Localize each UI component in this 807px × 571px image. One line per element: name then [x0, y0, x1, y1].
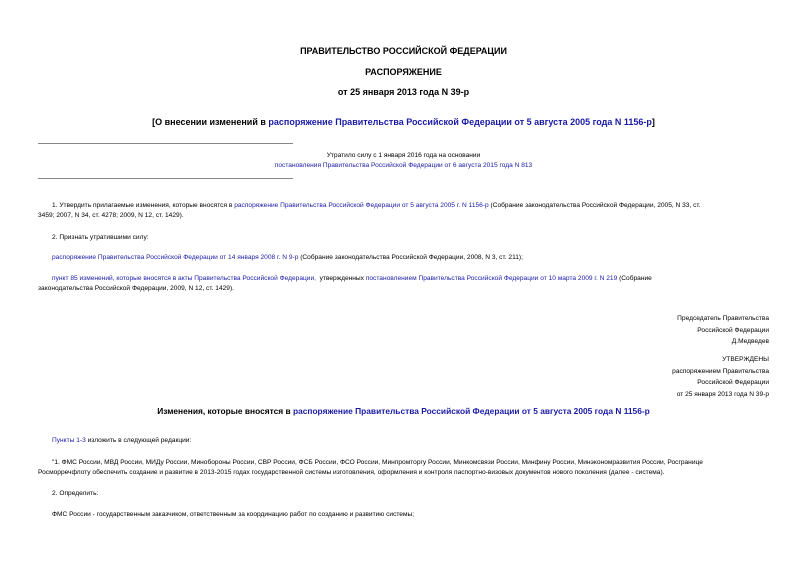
p1-text: 1. Утвердить прилагаемые изменения, которые вносятся в	[52, 202, 235, 209]
paragraph-4-cont: законодательства Российской Федерации, 2009, N 12, ст. 1429).	[38, 285, 235, 292]
p3-link[interactable]: распоряжение Правительства Российской Федерации от 14 января 2008 г. N 9-р	[52, 254, 299, 261]
p3-suffix: (Собрание законодательства Российской Федерации, 2008, N 3, ст. 211);	[298, 254, 523, 261]
changes-item-2-line2: Росморречфлоту обеспечить создание и развитие в 2013-2015 годах государственной системы изготовления, оформления и контроля паспортно-визовых документов нового поколения (далее - система).	[38, 469, 665, 476]
title-suffix: ]	[651, 117, 655, 127]
p4-suffix: (Собрание	[617, 275, 652, 282]
paragraph-4	[52, 274, 772, 284]
p4-mid: утвержденных	[315, 275, 366, 282]
changes-item-4: ФМС России - государственным заказчиком, ответственным за координацию работ по созданию и развитию системы;	[52, 511, 415, 518]
changes-item-3: 2. Определить:	[52, 490, 99, 497]
approval-org: Российской Федерации	[697, 379, 769, 386]
changes-heading	[0, 406, 807, 416]
divider-bottom	[38, 178, 293, 179]
signature-name: Д.Медведев	[731, 338, 769, 345]
document-title	[0, 117, 807, 127]
document-type: РАСПОРЯЖЕНИЕ	[365, 67, 442, 77]
changes-heading-link[interactable]: распоряжение Правительства Российской Федерации от 5 августа 2005 года N 1156-р	[292, 406, 650, 416]
title-link[interactable]: распоряжение Правительства Российской Федерации от 5 августа 2005 года N 1156-р	[268, 117, 652, 127]
p1-link[interactable]: распоряжение Правительства Российской Федерации от 5 августа 2005 г. N 1156-р	[234, 202, 489, 209]
document-date: от 25 января 2013 года N 39-р	[337, 87, 470, 97]
paragraph-2: 2. Признать утратившими силу:	[52, 234, 149, 241]
changes-item-2-line1: "1. ФМС России, МВД России, МИДу России, Минобороны России, СВР России, ФСБ России, ФСО России, Минпромторгу России, Минкомсвязи России, Минфину России, Минэкономразвития России, Росграницe	[52, 459, 703, 466]
divider-top	[38, 143, 293, 144]
changes-heading-prefix: Изменения, которые вносятся в	[157, 406, 293, 416]
signature-org: Российской Федерации	[697, 326, 769, 334]
approval-date: от 25 января 2013 года N 39-р	[676, 390, 769, 398]
approval-block	[672, 354, 769, 400]
repeal-note-link[interactable]: постановления Правительства Российской Федерации от 6 августа 2015 года N 813	[274, 162, 533, 169]
approval-by: распоряжением Правительства	[672, 367, 769, 375]
changes-item-1-link[interactable]: Пункты 1-3	[52, 437, 86, 444]
approval-title: УТВЕРЖДЕНЫ	[722, 356, 769, 363]
p4-link-2[interactable]: постановлением Правительства Российской Федерации от 10 марта 2009 г. N 219	[365, 275, 618, 282]
paragraph-1	[52, 201, 772, 211]
repeal-note-line1: Утратило силу с 1 января 2016 года на основании	[326, 152, 481, 159]
p4-link-1[interactable]: пункт 85 изменений, которые вносятся в акты Правительства Российской Федерации,	[52, 275, 316, 282]
signature-title: Председатель Правительства	[677, 315, 769, 322]
signature-block	[677, 313, 769, 348]
p1-suffix: (Собрание законодательства Российской Федерации, 2005, N 33, ст.	[488, 202, 701, 209]
title-prefix: [О внесении изменений в	[152, 117, 269, 127]
paragraph-3	[52, 253, 523, 263]
government-heading: ПРАВИТЕЛЬСТВО РОССИЙСКОЙ ФЕДЕРАЦИИ	[300, 46, 507, 56]
changes-item-1	[52, 436, 191, 446]
changes-item-1-text: изложить в следующей редакции:	[85, 437, 192, 444]
paragraph-1-cont: 3459; 2007, N 34, ст. 4278; 2009, N 12, ст. 1429).	[38, 212, 184, 219]
